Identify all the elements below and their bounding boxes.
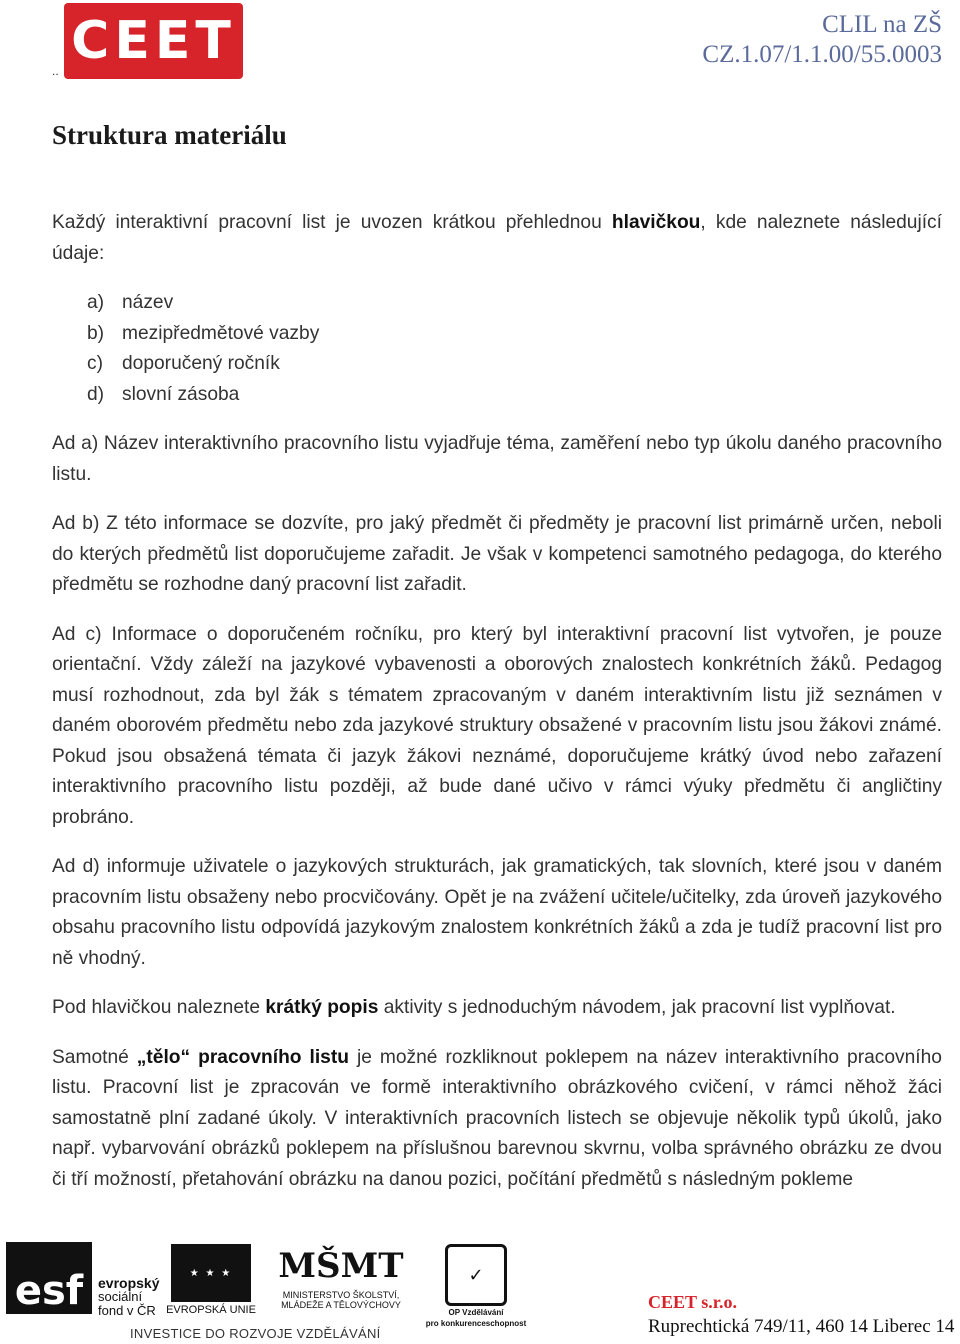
intro-paragraph: [52, 208, 942, 269]
msmt-mark: MŠMT: [278, 1246, 404, 1286]
header-items-list: [52, 288, 942, 410]
popis-bold: krátký popis: [265, 997, 379, 1018]
intro-bold: hlavičkou: [611, 212, 701, 233]
list-item: [52, 288, 942, 319]
esf-text: [98, 1276, 159, 1318]
telo-text: Samotné: [52, 1046, 137, 1068]
paragraph-ad-d: Ad d) informuje uživatele o jazykových strukturách, jak gramatických, tak slovních, které jsou v daném pracovním listu obsaženy nebo procvičovány. Opět je na zvážení učitele/učitelky, zda úroveň jazykového obsahu pracovního listu odpovídá jazykovým znalostem konkrétních žáků a zda je tudíž pracovní list pro ně vhodný.: [52, 856, 942, 969]
list-text: doporučený ročník: [122, 353, 280, 374]
esf-line: evropský: [98, 1275, 160, 1291]
esf-line: fond v ČR: [98, 1303, 156, 1318]
eu-text: EVROPSKÁ UNIE: [166, 1304, 256, 1316]
op-logo: [424, 1244, 528, 1328]
company-name: CEET s.r.o.: [648, 1292, 738, 1312]
intro-text: Každý interaktivní pracovní list je uvozen krátkou přehlednou: [52, 212, 612, 233]
project-header: [702, 10, 942, 70]
list-marker: b): [87, 322, 105, 344]
header-dots: ..: [52, 64, 59, 78]
popis-text: Pod hlavičkou naleznete: [52, 997, 266, 1018]
list-item: [52, 380, 942, 411]
eu-logo: [164, 1244, 258, 1322]
telo-bold: „tělo“ pracovního listu: [136, 1046, 349, 1068]
esf-logo: [6, 1242, 160, 1318]
op-text: OP Vzdělávání: [448, 1308, 504, 1317]
list-marker: a): [87, 292, 105, 313]
document-body: [52, 208, 942, 1214]
paragraph-ad-b: Ad b) Z této informace se dozvíte, pro jaký předmět či předměty je pracovní list primárně určen, neboli do kterých předmětů list doporučujeme zařadit. Je však v kompetenci samotného pedagoga, do kterého předmětu se rozhodne daný pracovní list zařadit.: [52, 513, 942, 595]
ceet-logo-text: CEET: [71, 11, 236, 71]
list-marker: d): [87, 383, 105, 405]
list-text: název: [122, 292, 174, 313]
ceet-logo: [64, 3, 243, 79]
telo-text-end: je možné rozkliknout poklepem na název interaktivního pracovního listu. Pracovní list je zpracován ve formě interaktivního obrázkového cvičení, v rámci něhož žáci samostatně plní zadané úkoly. V interaktivních pracovních listech se objevuje několik typů úkolů, jako např. vybarvování obrázků poklepem na příslušnou barevnou skvrnu, volba správného obrázku ze dvou či tří možností, přetahování obrázku na danou pozici, počítání předmětů s následným pokleme: [52, 1046, 942, 1190]
list-marker: c): [87, 353, 103, 374]
op-text: pro konkurenceschopnost: [425, 1319, 527, 1328]
popis-text-end: aktivity s jednoduchým návodem, jak pracovní list vyplňovat.: [378, 997, 896, 1018]
paragraph-telo: [52, 1043, 942, 1196]
paragraph-ad-a: Ad a) Název interaktivního pracovního listu vyjadřuje téma, zaměření nebo typ úkolu daného pracovního listu.: [52, 433, 942, 485]
msmt-text: MINISTERSTVO ŠKOLSTVÍ,: [282, 1290, 400, 1300]
op-checkmark-icon: ✓: [445, 1244, 507, 1306]
intro-text-end: , kde naleznete následující údaje:: [52, 212, 942, 264]
company-address: Ruprechtická 749/11, 460 14 Liberec 14: [648, 1316, 955, 1337]
invest-slogan: INVESTICE DO ROZVOJE VZDĚLÁVÁNÍ: [130, 1326, 381, 1341]
list-text: mezipředmětové vazby: [122, 322, 320, 344]
eu-flag-icon: ★ ★ ★: [171, 1244, 251, 1302]
page-title: Struktura materiálu: [52, 120, 287, 150]
list-item: [52, 349, 942, 380]
list-item: [52, 319, 942, 350]
list-text: slovní zásoba: [122, 383, 240, 405]
msmt-text: MLÁDEŽE A TĚLOVÝCHOVY: [281, 1300, 401, 1310]
esf-mark: esf: [6, 1242, 92, 1314]
esf-line: sociální: [98, 1289, 143, 1304]
footer: [0, 1238, 960, 1344]
paragraph-popis: [52, 993, 942, 1024]
project-code: CZ.1.07/1.1.00/55.0003: [702, 41, 942, 68]
project-name: CLIL na ZŠ: [822, 11, 942, 38]
paragraph-ad-c: Ad c) Informace o doporučeném ročníku, pro který byl interaktivní pracovní list vytvořen, je pouze orientační. Vždy záleží na jazykové vybavenosti a oborových znalostech konkrétních žáků. Pedagog musí rozhodnout, zda byl žák s tématem zpracovaným v daném interaktivním listu již seznámen v daném oborovém předmětu nebo zda jazykové struktury obsažené v pracovním listu jsou žákovi známé. Pokud jsou obsažená témata či jazyk žákovi neznámé, doporučujeme krátký úvod nebo zařazení interaktivního pracovního listu později, až bude dané učivo v rámci výuky předmětu či angličtiny probráno.: [52, 623, 942, 828]
msmt-logo: [262, 1242, 420, 1310]
